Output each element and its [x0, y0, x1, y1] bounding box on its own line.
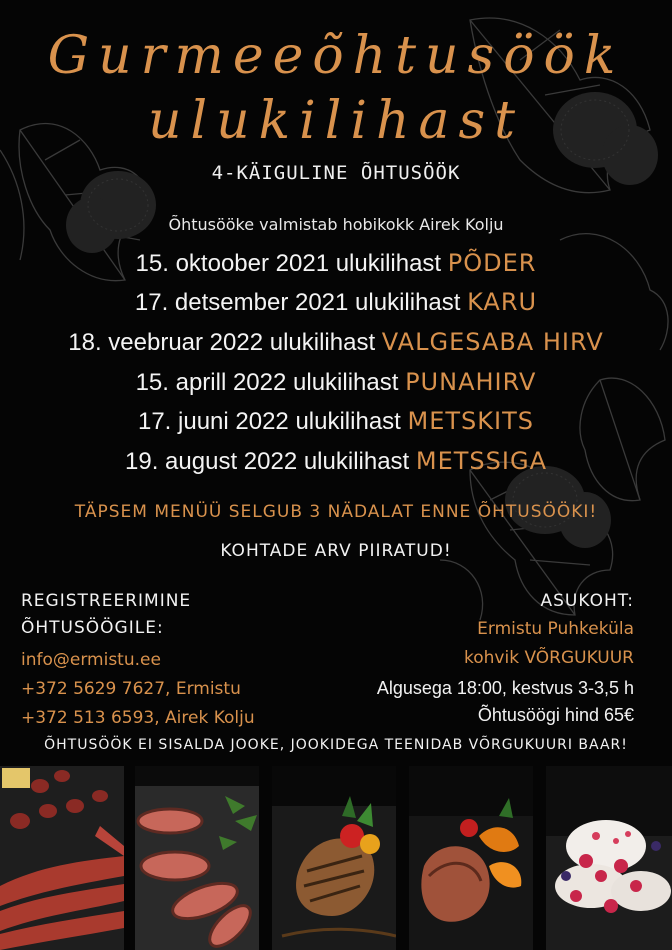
title-line-1: Gurmeeõhtusöök — [47, 26, 625, 86]
event-meat: KARU — [467, 288, 538, 316]
event-row — [0, 407, 672, 436]
title-line-2: ulukilihast — [147, 91, 525, 151]
event-row — [0, 328, 672, 357]
event-row — [0, 447, 672, 476]
chef-line: Õhtusööke valmistab hobikokk Airek Kolju — [168, 215, 504, 234]
menu-notice: TÄPSEM MENÜÜ SELGUB 3 NÄDALAT ENNE ÕHTUSÖÖKI! — [74, 502, 598, 522]
phone-airek[interactable]: +372 513 6593, Airek Kolju — [21, 708, 255, 728]
drinks-notice: ÕHTUSÖÖK EI SISALDA JOOKE, JOOKIDEGA TEENIDAB VÕRGUKUURI BAAR! — [44, 737, 628, 753]
registration-block — [21, 588, 255, 733]
event-meat: METSSIGA — [415, 447, 547, 475]
event-row — [0, 288, 672, 317]
event-meat: METSKITS — [407, 407, 534, 435]
event-row — [0, 249, 672, 278]
email-link[interactable]: info@ermistu.ee — [21, 650, 161, 670]
photo-meat-peppers — [409, 766, 533, 950]
event-date: 18. veebruar 2022 ulukilihast — [68, 329, 376, 356]
event-date: 17. detsember 2021 ulukilihast — [134, 289, 461, 316]
event-meat: PUNAHIRV — [405, 368, 537, 396]
event-date: 19. august 2022 ulukilihast — [125, 448, 410, 475]
location-heading: ASUKOHT: — [540, 591, 634, 611]
event-date: 17. juuni 2022 ulukilihast — [137, 408, 401, 435]
registration-heading-line-1: REGISTREERIMINE — [21, 591, 192, 611]
photo-sliced-meat-board — [0, 766, 124, 950]
photo-berry-dessert — [546, 766, 672, 950]
event-time: Algusega 18:00, kestvus 3-3,5 h — [376, 678, 634, 698]
event-row — [0, 368, 672, 397]
subtitle: 4-KÄIGULINE ÕHTUSÖÖK — [211, 162, 461, 184]
event-meat: VALGESABA HIRV — [381, 328, 604, 356]
photo-grilled-meat — [272, 766, 396, 950]
location-venue: kohvik VÕRGUKUUR — [464, 648, 634, 668]
event-date: 15. aprill 2022 ulukilihast — [135, 369, 399, 396]
event-meat: PÕDER — [447, 249, 537, 277]
location-block — [377, 588, 634, 729]
location-place: Ermistu Puhkeküla — [477, 619, 634, 639]
phone-ermistu[interactable]: +372 5629 7627, Ermistu — [21, 679, 241, 699]
event-price: Õhtusöögi hind 65€ — [477, 705, 634, 725]
event-date: 15. oktoober 2021 ulukilihast — [135, 250, 442, 277]
limited-seats-notice: KOHTADE ARV PIIRATUD! — [220, 541, 452, 561]
photo-strip — [0, 766, 672, 950]
photo-seared-duck — [135, 766, 259, 950]
registration-heading-line-2: ÕHTUSÖÖGILE: — [21, 618, 164, 638]
